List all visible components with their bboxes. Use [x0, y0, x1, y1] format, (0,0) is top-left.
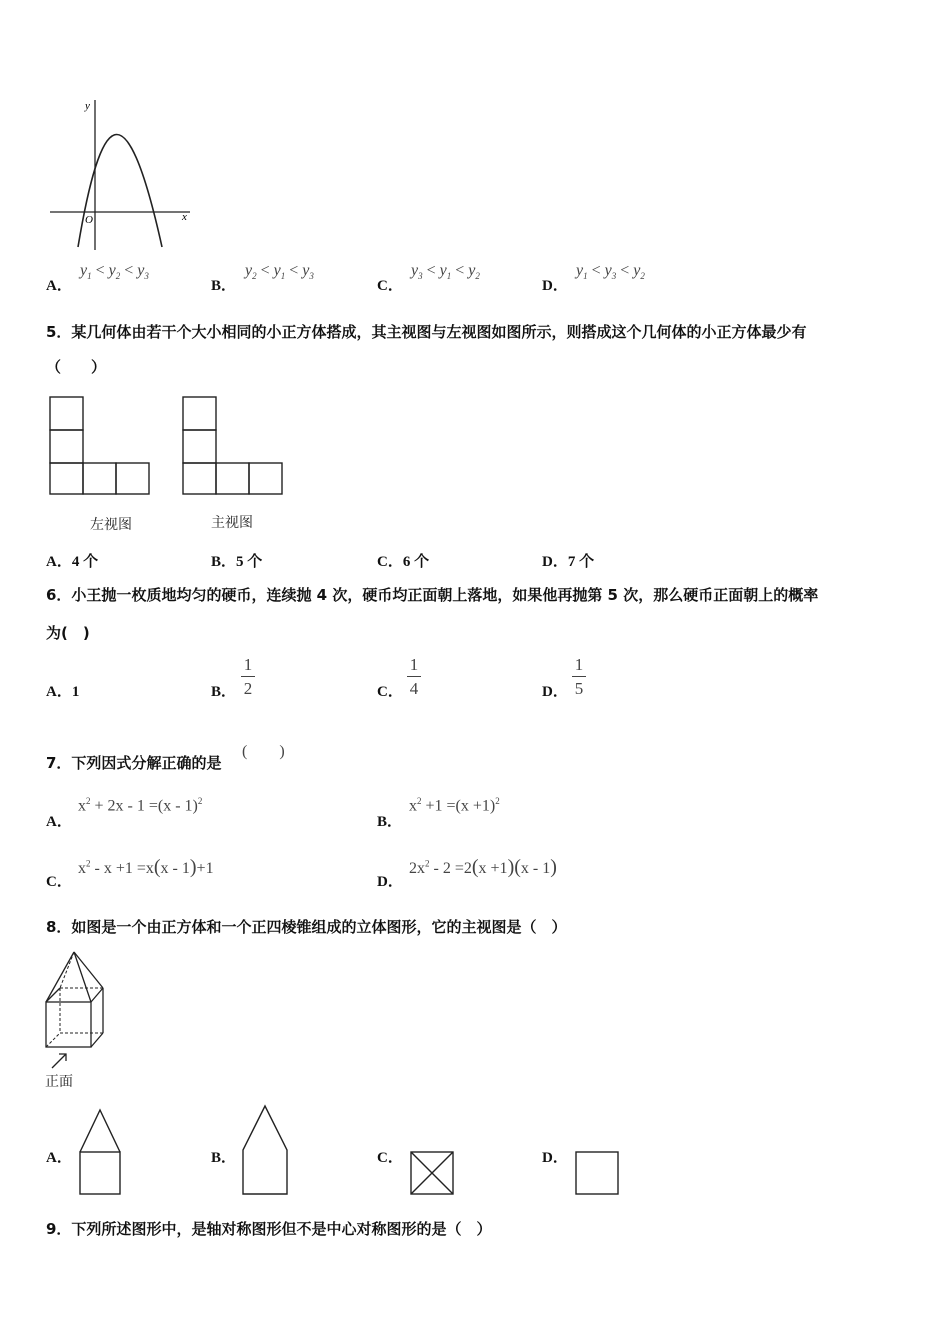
q8-stem: 8．如图是一个由正方体和一个正四棱锥组成的立体图形，它的主视图是（ ）: [46, 918, 567, 936]
q9-stem: 9．下列所述图形中，是轴对称图形但不是中心对称图形的是（ ）: [46, 1220, 492, 1238]
x-axis-label: x: [182, 211, 187, 223]
option-expression: $y_2 < y_1 < y_3$: [245, 262, 314, 282]
main-view-label: 主视图: [211, 515, 253, 531]
parabola-graph: [40, 95, 200, 255]
main-view-figure: [181, 395, 285, 496]
q5-option-c[interactable]: C．6 个: [377, 554, 430, 570]
fraction: 1 4: [407, 656, 421, 697]
fraction: 1 5: [572, 656, 586, 697]
crossed-square-icon: [409, 1150, 455, 1196]
square-icon: [574, 1150, 620, 1196]
fraction: 1 2: [241, 656, 255, 697]
option-letter: D．: [542, 278, 568, 294]
q6-stem-line1: 6．小王抛一枚质地均匀的硬币，连续抛 4 次，硬币均正面朝上落地，如果他再抛第 5 次，那么硬币正面朝上的概率: [46, 586, 819, 604]
pentagon-shape-icon: [241, 1104, 293, 1198]
q7-stem: 7．下列因式分解正确的是: [46, 754, 222, 772]
q5-stem-line1: 5．某几何体由若干个大小相同的小正方体搭成，其主视图与左视图如图所示，则搭成这个几何体的小正方体最少有: [46, 323, 807, 341]
option-expression: $y_3 < y_1 < y_2$: [411, 262, 480, 282]
option-letter: B．: [211, 278, 237, 294]
q5-option-a[interactable]: A．4 个: [46, 554, 99, 570]
origin-label: O: [85, 214, 93, 226]
left-view-label: 左视图: [90, 517, 132, 533]
front-label: 正面: [45, 1074, 73, 1090]
y-axis-label: y: [85, 100, 90, 112]
q5-option-d[interactable]: D．7 个: [542, 554, 595, 570]
q5-stem-line2: （ ）: [46, 358, 107, 376]
option-letter: C．: [377, 278, 403, 294]
q7-paren: ( ): [242, 743, 285, 760]
house-shape-icon: [76, 1104, 126, 1198]
option-expression: $y_1 < y_2 < y_3$: [80, 262, 149, 282]
q6-stem-line2: 为( ): [46, 624, 90, 642]
solid-figure: [42, 950, 110, 1090]
option-letter: A．: [46, 278, 72, 294]
left-view-figure: [48, 395, 152, 496]
option-expression: $y_1 < y_3 < y_2$: [576, 262, 645, 282]
q5-option-b[interactable]: B．5 个: [211, 554, 263, 570]
